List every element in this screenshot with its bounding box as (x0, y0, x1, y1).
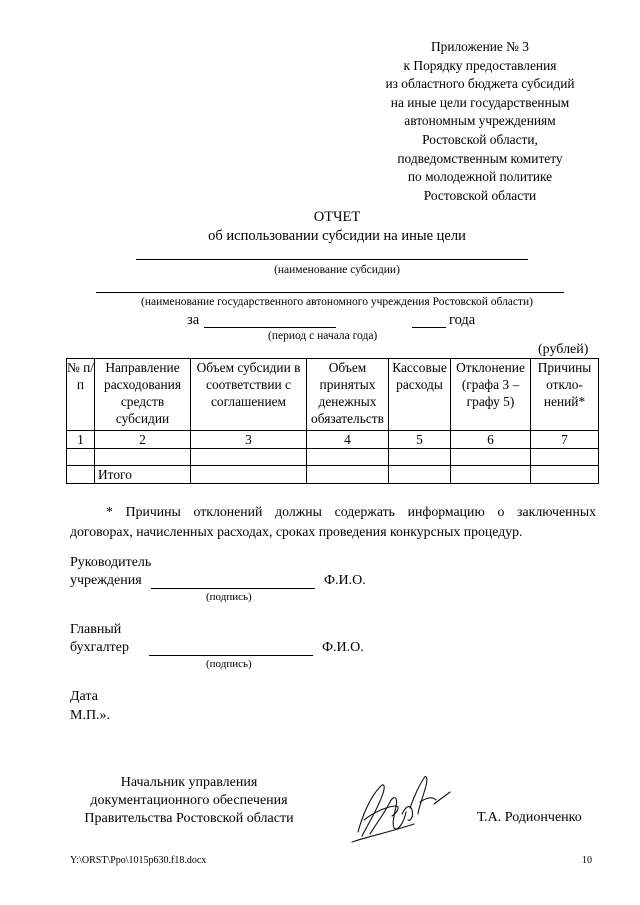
accountant-signature-line (149, 655, 313, 656)
report-title: ОТЧЕТ (313, 209, 361, 225)
appendix-line: Приложение № 3 (430, 39, 530, 54)
head-sign-caption: (подпись) (206, 591, 252, 603)
header-cell: Объем принятых денежных обязательств (307, 359, 389, 431)
table-cell (95, 449, 191, 466)
period-prefix: за (187, 312, 200, 328)
head-title-line1: Руководитель (70, 555, 152, 570)
footnote-text: * Причины отклонений должны содержать информацию о заключенных договорах, начисленных расходах, сроках проведения конкурсных процедур. (70, 504, 596, 539)
accountant-sign-caption: (подпись) (206, 658, 252, 670)
accountant-title-line1: Главный (70, 622, 122, 637)
head-fio: Ф.И.О. (324, 573, 366, 588)
header-cell: Отклонение (графа 3 – графу 5) (451, 359, 531, 431)
table-cell (389, 449, 451, 466)
table-cell (307, 466, 389, 484)
appendix-line: к Порядку предоставления (403, 57, 557, 73)
column-number: 4 (307, 431, 389, 449)
column-number: 5 (389, 431, 451, 449)
table-header-row (67, 359, 599, 431)
approval-block (66, 774, 312, 828)
institution-caption: (наименование государственного автономного учреждения Ростовской области) (140, 296, 533, 308)
table-cell (191, 449, 307, 466)
appendix-line: Ростовской области, (422, 131, 538, 147)
appendix-line: из областного бюджета субсидий (385, 76, 575, 92)
head-title-line2: учреждения (70, 573, 142, 588)
footnote (70, 502, 596, 542)
approval-line: документационного обеспечения (90, 793, 288, 808)
period-caption: (период с начала года) (268, 330, 378, 342)
table-cell (307, 449, 389, 466)
footer-file-path: Y:\ORST\Ppo\1015p630.f18.docx (70, 855, 207, 866)
table-cell (67, 466, 95, 484)
head-signature-line (151, 588, 315, 589)
unit-label: (рублей) (538, 342, 589, 357)
appendix-line: по молодежной политике (407, 169, 553, 185)
column-number: 3 (191, 431, 307, 449)
appendix-line: на иные цели государственным (390, 94, 570, 110)
accountant-fio: Ф.И.О. (322, 640, 364, 655)
table-cell (191, 466, 307, 484)
header-cell: Кассовые расходы (389, 359, 451, 431)
subsidy-name-line (136, 259, 528, 260)
appendix-line: автономным учреждениям (404, 113, 556, 129)
approval-line: Правительства Ростовской области (84, 811, 294, 826)
table-cell (67, 449, 95, 466)
table-cell (451, 449, 531, 466)
header-cell: Направление расходования средств субсидии (95, 359, 191, 431)
appendix-header (340, 38, 620, 205)
table-number-row (67, 431, 599, 449)
table-total-row (67, 466, 599, 484)
column-number: 2 (95, 431, 191, 449)
stamp-label: М.П.». (70, 708, 111, 723)
report-subtitle: об использовании субсидии на иные цели (208, 228, 466, 244)
total-label: Итого (95, 466, 191, 484)
period-suffix: года (449, 312, 476, 328)
report-table (66, 358, 599, 484)
handwritten-signature (340, 762, 460, 852)
accountant-title-line2: бухгалтер (70, 640, 129, 655)
header-cell: Объем субсидии в соответствии с соглашением (191, 359, 307, 431)
approval-name: Т.А. Родионченко (477, 810, 582, 825)
table-row (67, 449, 599, 466)
column-number: 7 (531, 431, 599, 449)
table-cell (389, 466, 451, 484)
appendix-line: Ростовской области (423, 187, 537, 203)
table-cell (531, 466, 599, 484)
appendix-line: подведомственным комитету (397, 150, 563, 166)
subsidy-caption: (наименование субсидии) (274, 264, 400, 276)
period-line-2 (412, 327, 446, 328)
header-cell: № п/п (67, 359, 95, 431)
table-cell (531, 449, 599, 466)
column-number: 1 (67, 431, 95, 449)
table-cell (451, 466, 531, 484)
date-label: Дата (70, 689, 98, 704)
header-cell: Причины откло-нений* (531, 359, 599, 431)
institution-name-line (96, 292, 564, 293)
approval-line: Начальник управления (120, 775, 258, 790)
period-line-1 (204, 327, 336, 328)
column-number: 6 (451, 431, 531, 449)
footer-page-number: 10 (582, 855, 592, 866)
